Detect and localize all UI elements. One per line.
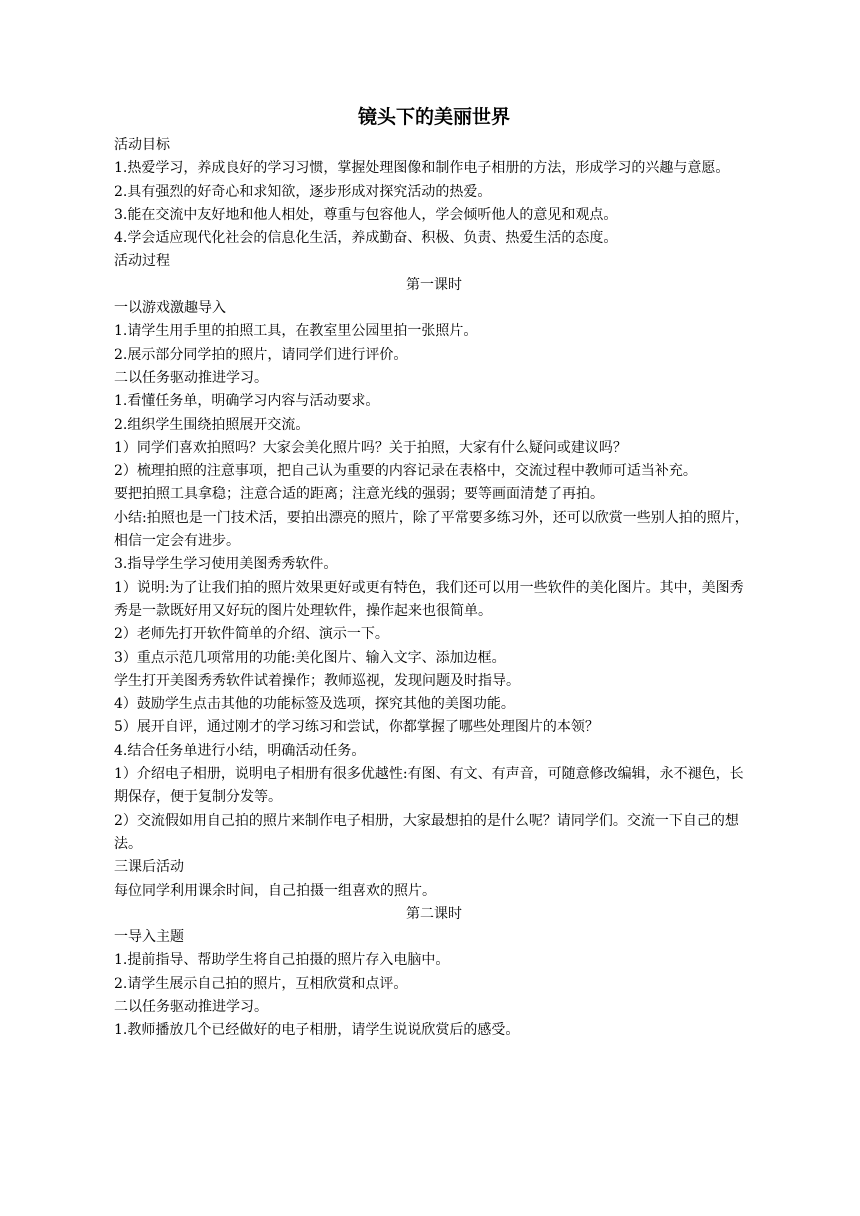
paragraph: 2.展示部分同学拍的照片，请同学们进行评价。 — [114, 346, 408, 363]
paragraph: 学生打开美图秀秀软件试着操作；教师巡视，发现问题及时指导。 — [114, 672, 520, 689]
paragraph: 4）鼓励学生点击其他的功能标签及选项，探究其他的美图功能。 — [114, 696, 515, 713]
paragraph: 1）同学们喜欢拍照吗？大家会美化照片吗？关于拍照，大家有什么疑问或建议吗？ — [114, 439, 627, 456]
paragraph: 1.看懂任务单，明确学习内容与活动要求。 — [114, 393, 380, 410]
paragraph: 1.提前指导、帮助学生将自己拍摄的照片存入电脑中。 — [114, 952, 450, 969]
paragraph: 一导入主题 — [114, 929, 184, 946]
paragraph: 5）展开自评，通过刚才的学习练习和尝试，你都掌握了哪些处理图片的本领？ — [114, 719, 599, 736]
paragraph: 3）重点示范几项常用的功能:美化图片、输入文字、添加边框。 — [114, 649, 506, 666]
paragraph: 2）梳理拍照的注意事项，把自己认为重要的内容记录在表格中，交流过程中教师可适当补充。 — [114, 463, 697, 480]
paragraph: 1.教师播放几个已经做好的电子相册，请学生说说欣赏后的感受。 — [114, 1022, 520, 1039]
paragraph: 二以任务驱动推进学习。 — [114, 369, 268, 386]
paragraph: 二以任务驱动推进学习。 — [114, 998, 268, 1015]
paragraph: 2.具有强烈的好奇心和求知欲，逐步形成对探究活动的热爱。 — [114, 183, 492, 200]
paragraph: 1）介绍电子相册，说明电子相册有很多优越性:有图、有文、有声音，可随意修改编辑，永不褪色，长期保存，便于复制分发等。 — [114, 766, 744, 806]
paragraph: 小结:拍照也是一门技术活，要拍出漂亮的照片，除了平常要多练习外，还可以欣赏一些别人拍的照片，相信一定会有进步。 — [114, 509, 749, 550]
paragraph: 2）老师先打开软件简单的介绍、演示一下。 — [114, 626, 389, 643]
section-heading: 第一课时 — [406, 276, 462, 293]
paragraph: 1.热爱学习，养成良好的学习习惯，掌握处理图像和制作电子相册的方法，形成学习的兴趣与意愿。 — [114, 160, 730, 177]
section-heading: 第二课时 — [406, 905, 462, 922]
paragraph: 1）说明:为了让我们拍的照片效果更好或更有特色，我们还可以用一些软件的美化图片。其中，美图秀秀是一款既好用又好玩的图片处理软件，操作起来也很简单。 — [114, 579, 744, 619]
paragraph: 3.指导学生学习使用美图秀秀软件。 — [114, 556, 338, 573]
paragraph: 每位同学利用课余时间，自己拍摄一组喜欢的照片。 — [114, 882, 436, 899]
paragraph: 三课后活动 — [114, 859, 184, 876]
document-page — [114, 104, 754, 1043]
paragraph: 3.能在交流中友好地和他人相处，尊重与包容他人，学会倾听他人的意见和观点。 — [114, 206, 618, 223]
paragraph: 活动过程 — [114, 253, 170, 270]
paragraph: 4.结合任务单进行小结，明确活动任务。 — [114, 742, 366, 759]
paragraph: 4.学会适应现代化社会的信息化生活，养成勤奋、积极、负责、热爱生活的态度。 — [114, 230, 618, 247]
paragraph: 2）交流假如用自己拍的照片来制作电子相册，大家最想拍的是什么呢？请同学们。交流一下自己的想法。 — [114, 812, 739, 852]
paragraph: 1.请学生用手里的拍照工具，在教室里公园里拍一张照片。 — [114, 323, 478, 340]
paragraph: 要把拍照工具拿稳；注意合适的距离；注意光线的强弱；要等画面清楚了再拍。 — [114, 486, 604, 503]
document-body — [114, 134, 754, 1043]
paragraph: 活动目标 — [114, 137, 170, 153]
document-title: 镜头下的美丽世界 — [357, 106, 510, 128]
paragraph: 2.请学生展示自己拍的照片，互相欣赏和点评。 — [114, 975, 408, 992]
paragraph: 一以游戏激趣导入 — [114, 300, 226, 317]
paragraph: 2.组织学生围绕拍照展开交流。 — [114, 416, 310, 433]
